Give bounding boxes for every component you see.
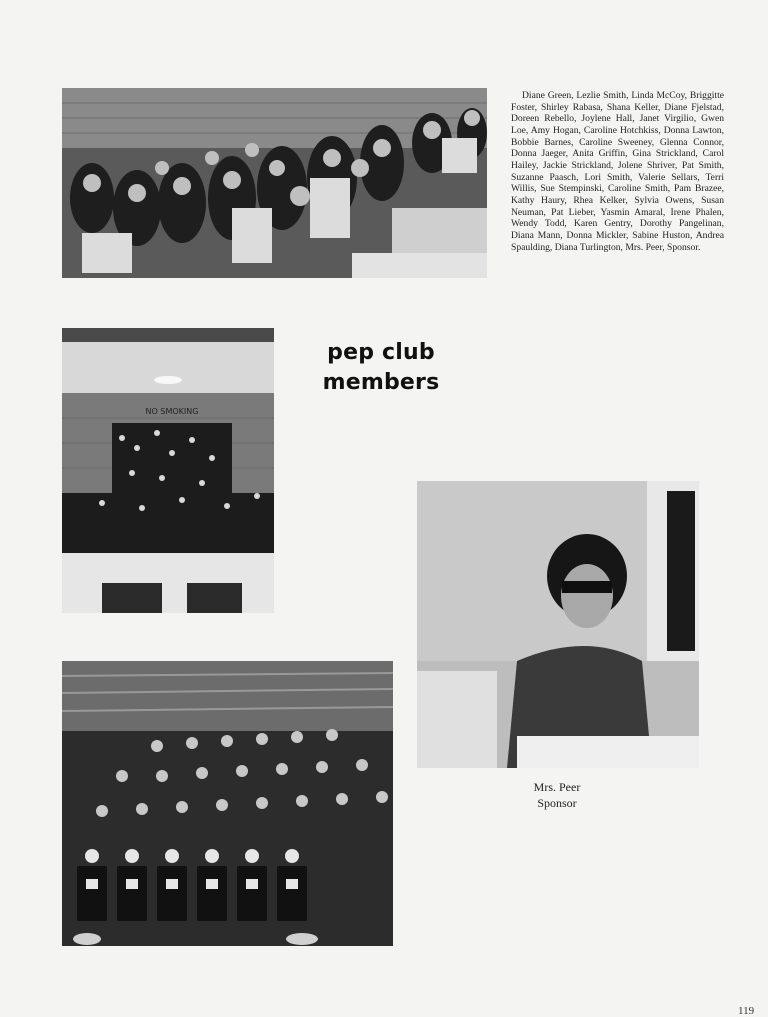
group-photo-bleachers: [62, 88, 487, 278]
title-line-1: pep club: [327, 340, 435, 365]
caption-name: Mrs. Peer: [533, 780, 581, 794]
title-line-2: members: [322, 370, 440, 395]
members-list: Diane Green, Lezlie Smith, Linda McCoy, Briggitte Foster, Shirley Rabasa, Shana Keller, Diane Fjelstad, Doreen Rebello, Joylene Hall, Janet Virgilio, Gwen Loe, Amy Hogan, Caroline Hotchkiss, Donna Lawton, Bobbie Barnes, Caroline Sweeney, Glenna Connor, Donna Jaeger, Anita Griffin, Gina Strickland, Carol Hailey, Jackie Strickland, Jolene Shriver, Pat Smith, Suzanne Paasch, Lori Smith, Valerie Sellars, Terri Willis, Sue Stempinski, Caroline Smith, Pam Brazee, Kathy Haury, Rhea Kelker, Sylvia Owens, Susan Neuman, Pat Lieber, Yasmin Amaral, Irene Phalen, Wendy Todd, Karen Gentry, Dorothy Pangelinan, Diana Mann, Donna Mickler, Sabine Huston, Andrea Spaulding, Diana Turlington, Mrs. Peer, Sponsor.: [511, 90, 724, 253]
page-title: [306, 338, 456, 398]
sponsor-portrait-photo: [417, 481, 699, 768]
page-number: 119: [738, 1005, 755, 1017]
bleachers-crowd-photo: [62, 661, 393, 946]
gym-crowd-photo: [62, 328, 274, 613]
photo-caption: [497, 780, 617, 811]
no-smoking-sign: NO SMOKING: [145, 407, 199, 416]
caption-role: Sponsor: [537, 795, 577, 810]
